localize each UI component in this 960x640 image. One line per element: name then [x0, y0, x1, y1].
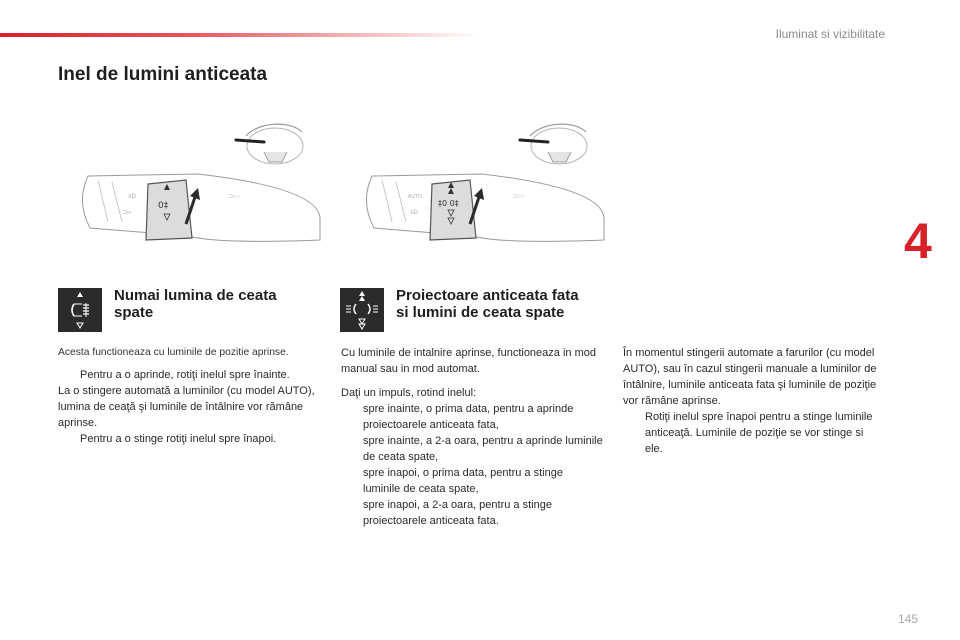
stalk-rear-fog-illustration — [68, 118, 326, 260]
svg-text:‡0 0‡: ‡0 0‡ — [438, 199, 459, 208]
rear-fog-note: Acesta functioneaza cu luminile de pozitie aprinse. — [58, 347, 289, 358]
svg-text:≡D: ≡D — [128, 194, 136, 200]
section-title-front-rear-fog: Proiectoare anticeata fata si lumini de ceata spate — [396, 287, 579, 321]
front-rear-fog-intro: Cu luminile de intalnire aprinse, functioneaza in mod manual sau in mod automat. — [341, 347, 596, 375]
auto-off-instructions — [623, 345, 883, 457]
svg-text:0‡: 0‡ — [158, 201, 169, 211]
auto-off-note: În momentul stingerii automate a farurilor (cu model AUTO), sau în cazul stingerii manuale a luminilor de întâlnire, luminile anticeata fata şi luminile de poziţie vor rămâne aprinse. — [623, 347, 877, 407]
list-item: spre inainte, a 2-a oara, pentru a aprinde luminile de ceata spate, — [363, 435, 603, 463]
rear-fog-auto-note: La o stingere automată a luminilor (cu model AUTO), lumina de ceaţă şi luminile de întâlnire vor rămâne aprinse. — [58, 385, 315, 429]
stalk-front-rear-fog-illustration — [352, 118, 610, 260]
front-rear-fog-light-icon — [340, 288, 384, 332]
front-rear-fog-impulse: Daţi un impuls, rotind inelul: — [341, 387, 477, 399]
header-accent-bar — [0, 33, 480, 37]
chapter-tab-number: 4 — [904, 213, 932, 269]
svg-text:⊐○○: ⊐○○ — [512, 194, 525, 200]
svg-text:⊐∞: ⊐∞ — [122, 210, 132, 216]
front-rear-fog-instructions — [341, 345, 603, 529]
list-item: spre inapoi, a 2-a oara, pentru a stinge proiectoarele anticeata fata. — [363, 499, 552, 527]
rear-fog-light-icon — [58, 288, 102, 332]
page-number: 145 — [897, 612, 918, 626]
list-item: spre inainte, o prima data, pentru a aprinde proiectoarele anticeata fata, — [363, 403, 574, 431]
page-heading: Inel de lumini anticeata — [58, 64, 268, 85]
list-item: Pentru a o stinge rotiţi inelul spre înapoi. — [80, 433, 277, 445]
chapter-title: Iluminat si vizibilitate — [775, 27, 885, 41]
svg-text:⊐○○: ⊐○○ — [228, 194, 241, 200]
list-item: Rotiţi inelul spre înapoi pentru a stinge luminile anticeaţă. Luminile de poziţie se vor stinge si ele. — [645, 411, 873, 455]
list-item: spre inapoi, o prima data, pentru a stinge luminile de ceata spate, — [363, 467, 563, 495]
rear-fog-instructions — [58, 367, 326, 447]
svg-text:AUTO: AUTO — [408, 194, 422, 200]
svg-text:≡D: ≡D — [410, 210, 418, 216]
list-item: Pentru a o aprinde, rotiţi inelul spre înainte. — [80, 369, 290, 381]
section-title-rear-fog: Numai lumina de ceata spate — [114, 287, 277, 321]
